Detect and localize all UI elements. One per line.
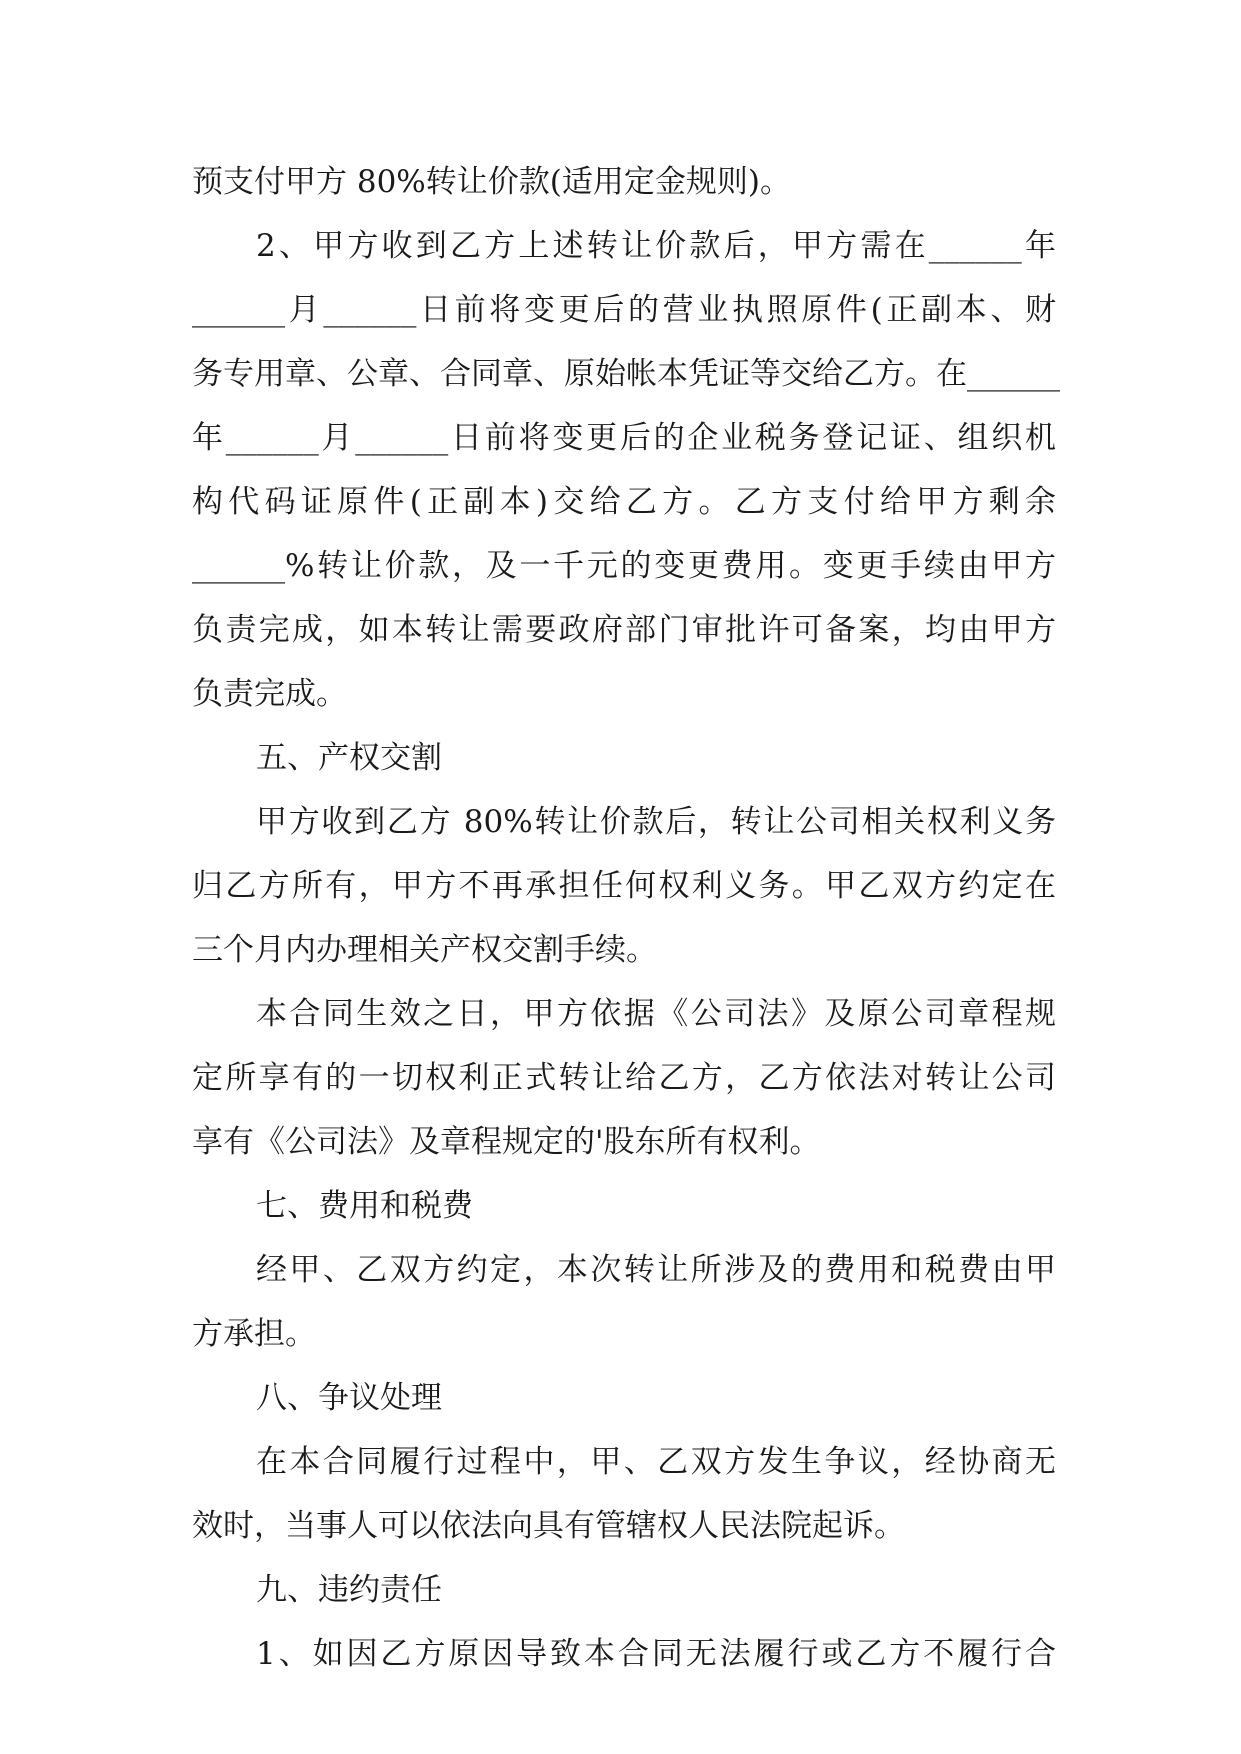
- paragraph-line: 在本合同履行过程中，甲、乙双方发生争议，经协商无: [256, 1444, 1056, 1480]
- paragraph-line: ______月______日前将变更后的营业执照原件(正副本、财: [192, 292, 1056, 328]
- paragraph-line: 年______月______日前将变更后的企业税务登记证、组织机: [192, 420, 1056, 456]
- paragraph-line: 三个月内办理相关产权交割手续。: [192, 932, 657, 968]
- paragraph-line: 构代码证原件(正副本)交给乙方。乙方支付给甲方剩余: [192, 484, 1056, 520]
- document-page: [192, 150, 1060, 1686]
- paragraph-line: 甲方收到乙方 80%转让价款后，转让公司相关权利义务: [256, 804, 1056, 840]
- paragraph-line: 定所享有的一切权利正式转让给乙方，乙方依法对转让公司: [192, 1060, 1056, 1096]
- paragraph-line: 方承担。: [192, 1316, 316, 1352]
- section-heading: 九、违约责任: [256, 1572, 442, 1608]
- section-heading: 七、费用和税费: [256, 1188, 473, 1224]
- paragraph-line: 预支付甲方 80%转让价款(适用定金规则)。: [192, 164, 791, 200]
- paragraph-line: 负责完成，如本转让需要政府部门审批许可备案，均由甲方: [192, 612, 1056, 648]
- section-heading: 八、争议处理: [256, 1380, 442, 1416]
- paragraph-line: 1、如因乙方原因导致本合同无法履行或乙方不履行合: [256, 1636, 1056, 1672]
- paragraph-line: 经甲、乙双方约定，本次转让所涉及的费用和税费由甲: [256, 1252, 1056, 1288]
- paragraph-line: 2、甲方收到乙方上述转让价款后，甲方需在______年: [256, 228, 1056, 264]
- paragraph-line: 效时，当事人可以依法向具有管辖权人民法院起诉。: [192, 1508, 905, 1544]
- paragraph-line: 负责完成。: [192, 676, 347, 712]
- section-heading: 五、产权交割: [256, 740, 442, 776]
- paragraph-line: 本合同生效之日，甲方依据《公司法》及原公司章程规: [256, 996, 1056, 1032]
- paragraph-line: 享有《公司法》及章程规定的'股东所有权利。: [192, 1124, 821, 1160]
- paragraph-line: 务专用章、公章、合同章、原始帐本凭证等交给乙方。在______: [192, 356, 1060, 392]
- paragraph-line: 归乙方所有，甲方不再承担任何权利义务。甲乙双方约定在: [192, 868, 1056, 904]
- paragraph-line: ______%转让价款，及一千元的变更费用。变更手续由甲方: [192, 548, 1056, 584]
